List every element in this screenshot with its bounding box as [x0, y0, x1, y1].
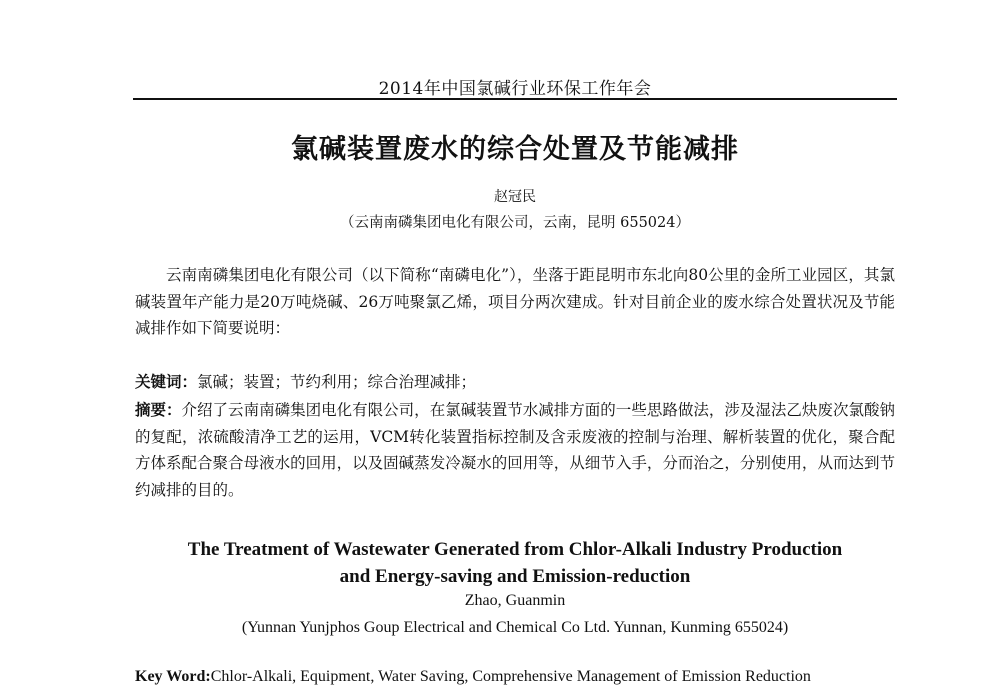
intro-paragraph: 云南南磷集团电化有限公司（以下简称“南磷电化”），坐落于距昆明市东北向80公里的金所工业园区，其氯碱装置年产能力是20万吨烧碱、26万吨聚氯乙烯，项目分两次建成。针对目前企业的废水综合处置状况及节能减排作如下简要说明：: [135, 266, 895, 337]
abstract-label: 摘要：: [135, 400, 182, 419]
english-keywords: [135, 668, 895, 686]
keywords-text: 氯碱；装置；节约利用；综合治理减排；: [197, 373, 477, 391]
english-title-line-1: The Treatment of Wastewater Generated from Chlor-Alkali Industry Production: [187, 539, 843, 560]
english-title-line-2: and Energy-saving and Emission-reduction: [339, 566, 691, 587]
running-header: 2014年中国氯碱行业环保工作年会: [378, 79, 652, 99]
chinese-keywords: [135, 369, 895, 396]
header-rule: [133, 98, 897, 100]
chinese-affiliation: （云南南磷集团电化有限公司，云南，昆明 655024）: [340, 215, 690, 231]
english-author: Zhao, Guanmin: [464, 592, 566, 609]
chinese-abstract: [135, 397, 895, 503]
english-keywords-label: Key Word:: [135, 668, 211, 685]
english-keywords-text: Chlor-Alkali, Equipment, Water Saving, Comprehensive Management of Emission Reduction: [210, 668, 811, 685]
keywords-label: 关键词：: [135, 372, 198, 391]
chinese-title: 氯碱装置废水的综合处置及节能减排: [291, 134, 739, 165]
abstract-text: 介绍了云南南磷集团电化有限公司，在氯碱装置节水减排方面的一些思路做法，涉及湿法乙炔废次氯酸钠的复配，浓硫酸清净工艺的运用，VCM转化装置指标控制及含汞废液的控制与治理、解析装置的优化，聚合配方体系配合聚合母液水的回用，以及固碱蒸发冷凝水的回用等，从细节入手，分而治之，分别使用，从而达到节约减排的目的。: [135, 401, 895, 499]
english-affiliation: (Yunnan Yunjphos Goup Electrical and Chemical Co Ltd. Yunnan, Kunming 655024): [241, 619, 789, 636]
chinese-author: 赵冠民: [494, 189, 536, 205]
english-title: [135, 536, 895, 590]
